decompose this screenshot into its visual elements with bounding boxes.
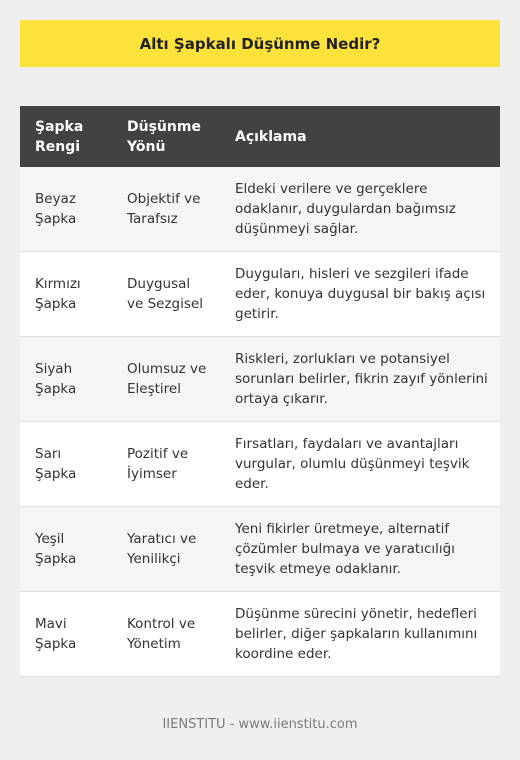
hat-description: Eldeki verilere ve gerçeklere odaklanır, duygulardan bağımsız düşünmeyi sağlar. — [220, 167, 500, 252]
header-hat-color: Şapka Rengi — [20, 106, 112, 167]
hat-description: Fırsatları, faydaları ve avantajları vurgular, olumlu düşünmeyi teşvik eder. — [220, 422, 500, 507]
hat-description: Yeni fikirler üretmeye, alternatif çözümler bulmaya ve yaratıcılığı teşvik etmeye odaklanır. — [220, 507, 500, 592]
hat-name: Siyah Şapka — [20, 337, 112, 422]
thinking-direction: Yaratıcı ve Yenilikçi — [112, 507, 220, 592]
hat-description: Riskleri, zorlukları ve potansiyel sorunları belirler, fikrin zayıf yönlerini ortaya çıkarır. — [220, 337, 500, 422]
title-banner — [20, 20, 500, 67]
thinking-direction: Pozitif ve İyimser — [112, 422, 220, 507]
hat-name: Yeşil Şapka — [20, 507, 112, 592]
thinking-hats-table — [20, 106, 500, 677]
table-header-row — [20, 106, 500, 167]
table-row — [20, 167, 500, 252]
header-thinking-direction: Düşünme Yönü — [112, 106, 220, 167]
hat-name: Sarı Şapka — [20, 422, 112, 507]
hat-name: Kırmızı Şapka — [20, 252, 112, 337]
table-row — [20, 337, 500, 422]
hat-description: Düşünme sürecini yönetir, hedefleri belirler, diğer şapkaların kullanımını koordine eder. — [220, 592, 500, 677]
header-description: Açıklama — [220, 106, 500, 167]
table-row — [20, 422, 500, 507]
thinking-direction: Duygusal ve Sezgisel — [112, 252, 220, 337]
table-row — [20, 592, 500, 677]
thinking-direction: Objektif ve Tarafsız — [112, 167, 220, 252]
table-row — [20, 252, 500, 337]
table-row — [20, 507, 500, 592]
thinking-direction: Kontrol ve Yönetim — [112, 592, 220, 677]
hat-name: Beyaz Şapka — [20, 167, 112, 252]
thinking-direction: Olumsuz ve Eleştirel — [112, 337, 220, 422]
footer-credit: IIENSTITU - www.iienstitu.com — [162, 717, 358, 732]
hat-name: Mavi Şapka — [20, 592, 112, 677]
page-title: Altı Şapkalı Düşünme Nedir? — [139, 34, 381, 53]
hat-description: Duyguları, hisleri ve sezgileri ifade eder, konuya duygusal bir bakış açısı getirir. — [220, 252, 500, 337]
